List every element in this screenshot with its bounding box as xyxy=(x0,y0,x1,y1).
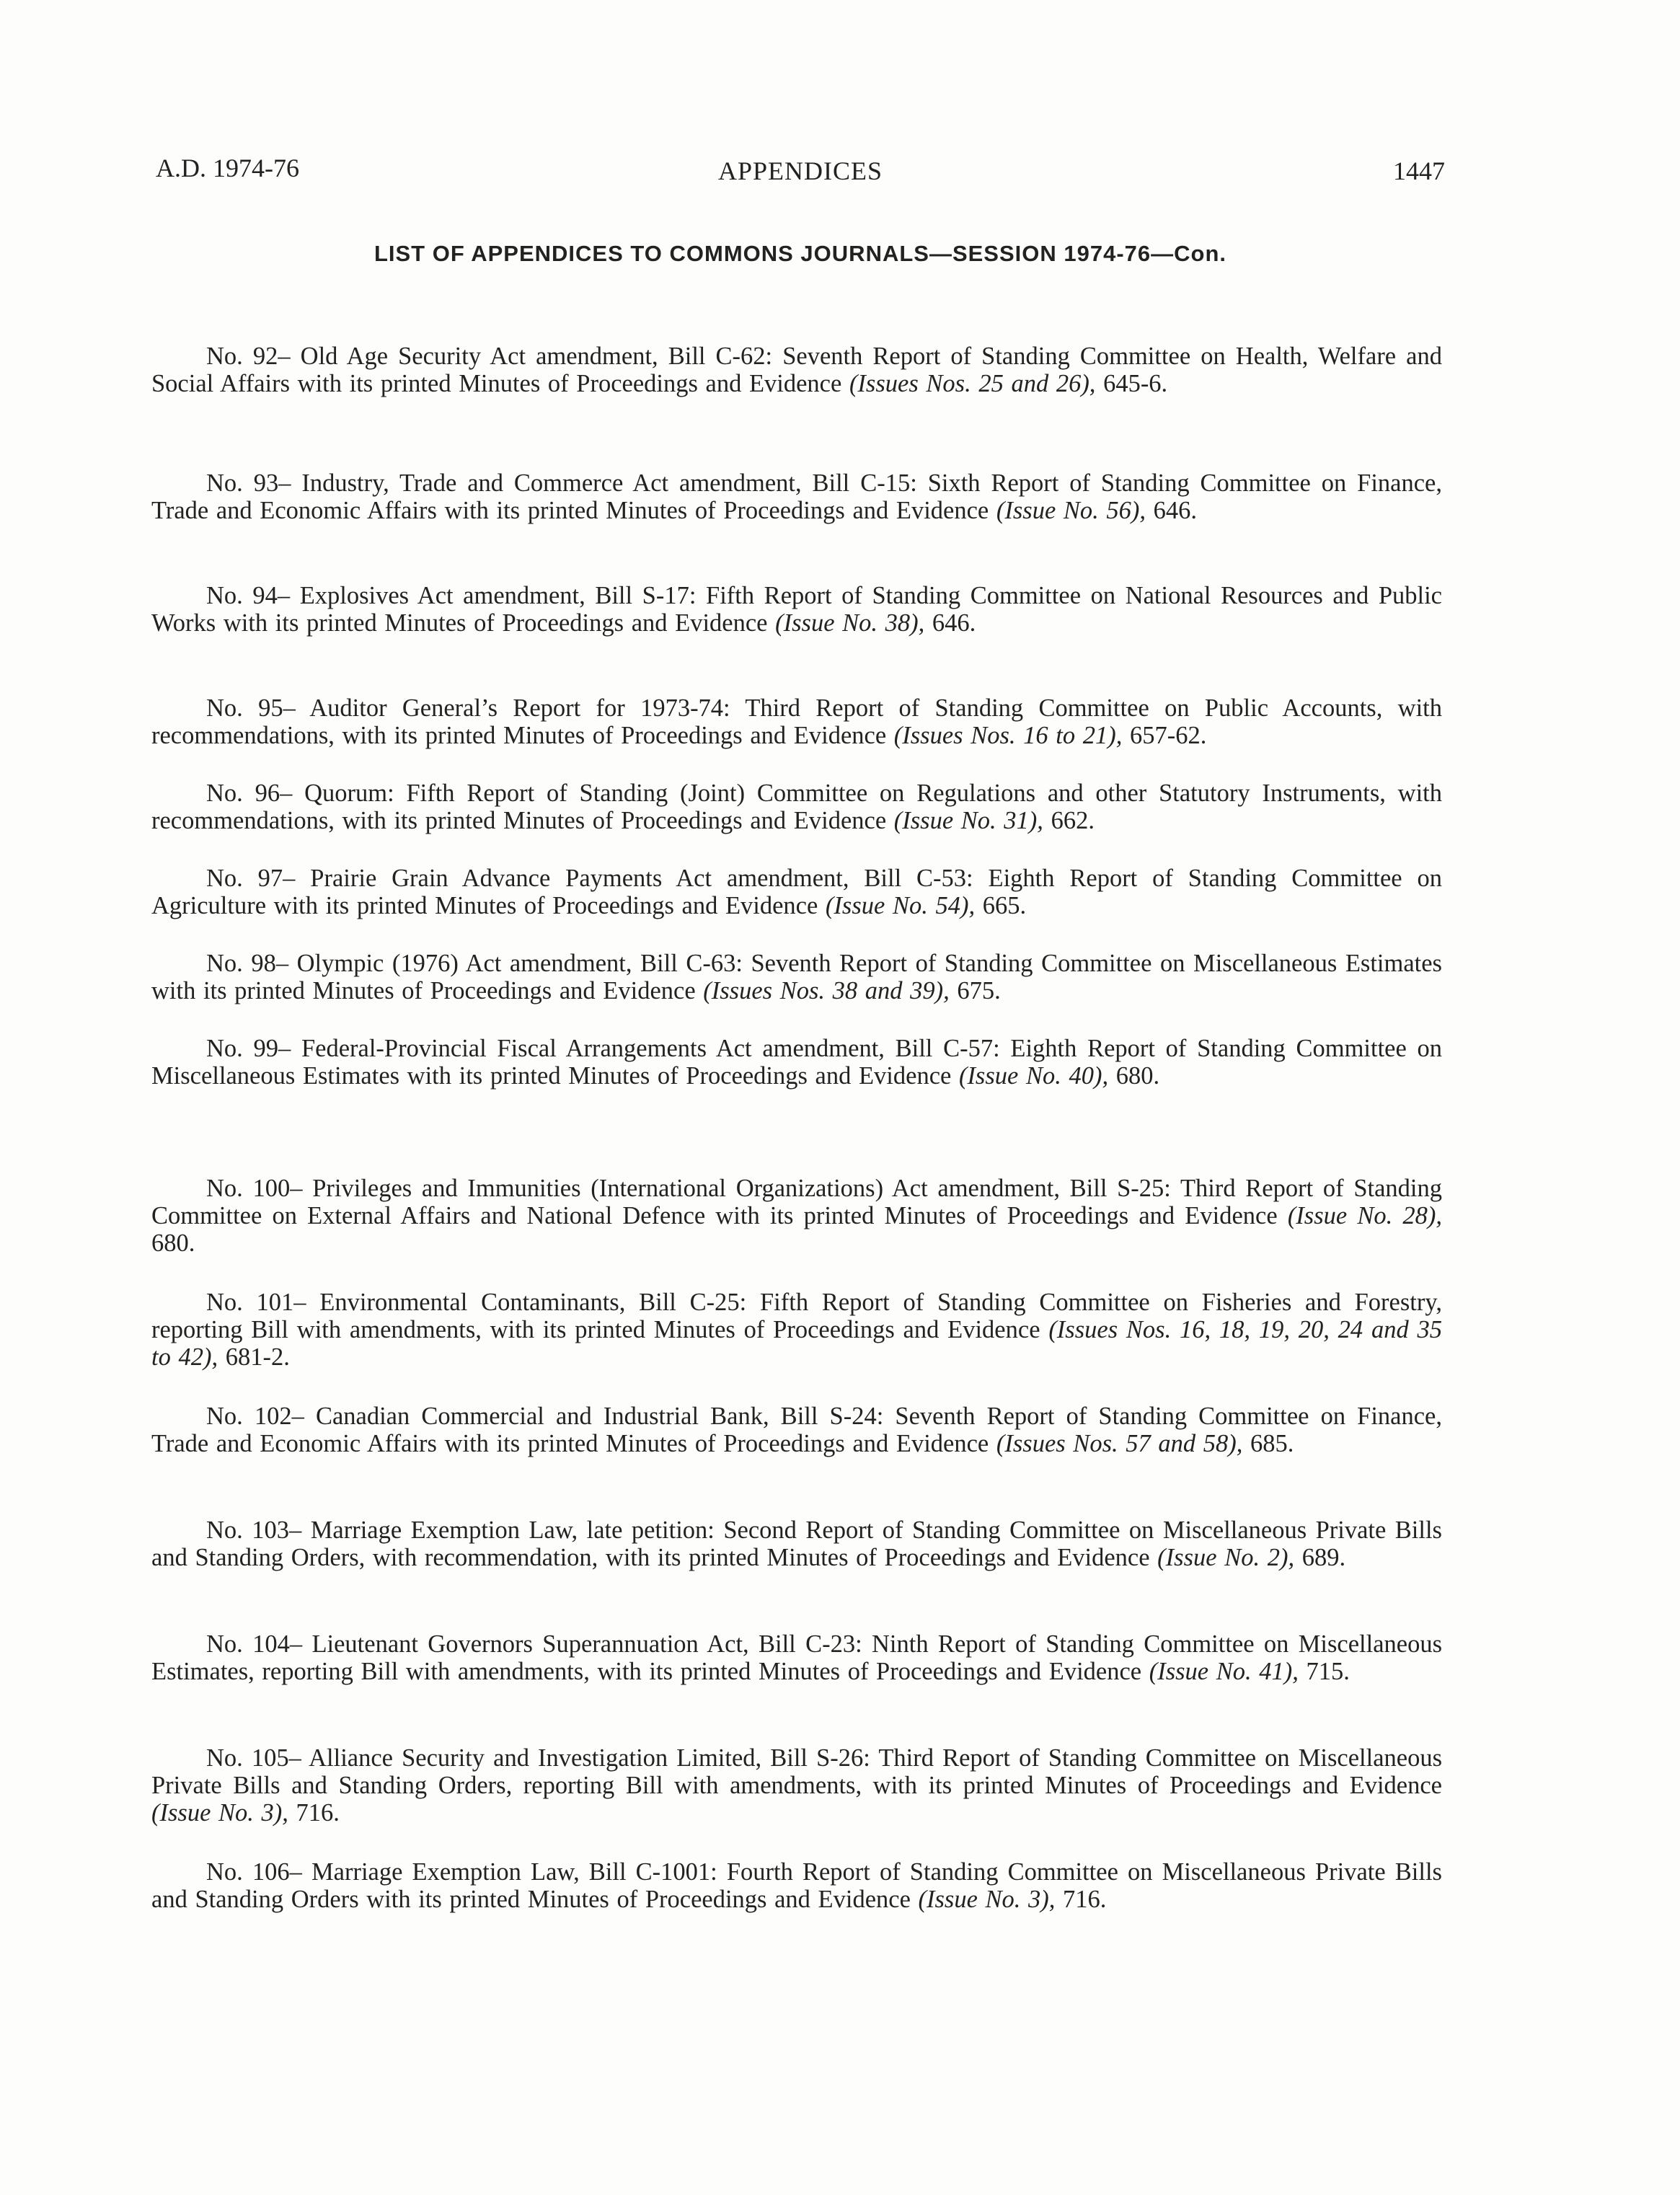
entry-pages: 716. xyxy=(296,1798,340,1827)
entry-number: No. 100 xyxy=(206,1174,291,1202)
entry-text: – Prairie Grain Advance Payments Act amendment, Bill C-53: Eighth Report of Standing Committee on Agriculture with its printed Minutes of Proceedings and Evidence xyxy=(151,864,1442,919)
entry-text: – Environmental Contaminants, Bill C-25: Fifth Report of Standing Committee on Fisheries and Forestry, reporting Bill with amendments, with its printed Minutes of Proceedings and Evidence xyxy=(151,1288,1442,1343)
entry-number: No. 103 xyxy=(206,1516,290,1544)
entry-issue-ref: (Issues Nos. 16 to 21), xyxy=(893,721,1123,749)
header-date-range: A.D. 1974-76 xyxy=(156,154,299,182)
appendix-entry xyxy=(151,865,1442,919)
entry-number: No. 92 xyxy=(206,342,278,370)
entry-number: No. 94 xyxy=(206,581,278,609)
entry-issue-ref: (Issue No. 40), xyxy=(958,1061,1109,1090)
entry-pages: 646. xyxy=(1153,496,1198,524)
entry-issue-ref: (Issue No. 28), xyxy=(1287,1201,1442,1229)
entry-text: – Explosives Act amendment, Bill S-17: Fifth Report of Standing Committee on National Resources and Public Works with its printed Minutes of Proceedings and Evidence xyxy=(151,581,1442,637)
entry-text: – Marriage Exemption Law, Bill C-1001: Fourth Report of Standing Committee on Miscellaneous Private Bills and Standing Orders with its printed Minutes of Proceedings and Evidence xyxy=(151,1858,1442,1913)
entry-issue-ref: (Issues Nos. 57 and 58), xyxy=(996,1429,1243,1457)
entry-pages: 662. xyxy=(1051,806,1095,834)
header-section-title: APPENDICES xyxy=(717,156,883,185)
entry-pages: 681-2. xyxy=(225,1343,290,1371)
appendix-entry xyxy=(151,1630,1442,1685)
entry-text: – Old Age Security Act amendment, Bill C-62: Seventh Report of Standing Committee on Health, Welfare and Social Affairs with its printed Minutes of Proceedings and Evidence xyxy=(151,342,1442,397)
entry-text: – Olympic (1976) Act amendment, Bill C-63: Seventh Report of Standing Committee on Miscellaneous Estimates with its printed Minutes of Proceedings and Evidence xyxy=(151,949,1442,1004)
entry-pages: 680. xyxy=(151,1229,195,1257)
entry-pages: 680. xyxy=(1115,1061,1160,1090)
entry-issue-ref: (Issue No. 56), xyxy=(996,496,1146,524)
entry-issue-ref: (Issue No. 54), xyxy=(825,891,976,919)
entry-number: No. 95 xyxy=(206,694,283,722)
appendix-entry xyxy=(151,1175,1442,1257)
entry-text: – Marriage Exemption Law, late petition: Second Report of Standing Committee on Miscellaneous Private Bills and Standing Orders, with recommendation, with its printed Minutes of Proceedings and Evidence xyxy=(151,1516,1442,1571)
entry-number: No. 104 xyxy=(206,1630,290,1658)
appendix-entry xyxy=(151,469,1442,524)
page-number: 1447 xyxy=(1393,156,1445,185)
appendix-entry xyxy=(151,1289,1442,1371)
entry-number: No. 105 xyxy=(206,1744,289,1772)
entry-text: – Canadian Commercial and Industrial Bank, Bill S-24: Seventh Report of Standing Committee on Finance, Trade and Economic Affairs with its printed Minutes of Proceedings and Evidence xyxy=(151,1402,1442,1457)
entry-text: – Alliance Security and Investigation Limited, Bill S-26: Third Report of Standing Committee on Miscellaneous Private Bills and Standing Orders, reporting Bill with amendments, with its printed Minutes of Proceedings and Evidence xyxy=(151,1744,1443,1799)
entry-issue-ref: (Issue No. 41), xyxy=(1149,1657,1299,1685)
appendix-entry xyxy=(151,582,1442,637)
entry-text: – Quorum: Fifth Report of Standing (Joint) Committee on Regulations and other Statutory Instruments, with recommendations, with its printed Minutes of Proceedings and Evidence xyxy=(151,779,1442,834)
appendix-entry xyxy=(151,1858,1442,1913)
entry-pages: 675. xyxy=(957,976,1001,1004)
entry-pages: 657-62. xyxy=(1130,721,1207,749)
appendix-entry xyxy=(151,950,1442,1004)
page-header xyxy=(156,153,1445,189)
appendix-entry xyxy=(151,1516,1442,1571)
entry-number: No. 93 xyxy=(206,469,279,497)
list-title: LIST OF APPENDICES TO COMMONS JOURNALS—SESSION 1974-76—Con. xyxy=(373,241,1227,266)
entry-pages: 716. xyxy=(1063,1885,1107,1913)
entry-issue-ref: (Issue No. 3), xyxy=(151,1798,288,1827)
entry-issue-ref: (Issue No. 38), xyxy=(775,609,925,637)
entry-number: No. 106 xyxy=(206,1858,290,1886)
appendix-entry xyxy=(151,1035,1442,1090)
entry-issue-ref: (Issues Nos. 38 and 39), xyxy=(703,976,950,1004)
appendix-entry xyxy=(151,779,1442,834)
entry-text: – Industry, Trade and Commerce Act amendment, Bill C-15: Sixth Report of Standing Committee on Finance, Trade and Economic Affairs with its printed Minutes of Proceedings and Evidence xyxy=(151,469,1442,524)
entry-issue-ref: (Issue No. 31), xyxy=(893,806,1043,834)
entry-pages: 689. xyxy=(1301,1543,1346,1571)
entry-number: No. 102 xyxy=(206,1402,292,1430)
entry-pages: 715. xyxy=(1306,1657,1350,1685)
entry-text: – Lieutenant Governors Superannuation Act, Bill C-23: Ninth Report of Standing Committee on Miscellaneous Estimates, reporting Bill with amendments, with its printed Minutes of Proceedings and Evidence xyxy=(151,1630,1442,1685)
entry-pages: 665. xyxy=(982,891,1027,919)
entry-text: – Auditor General’s Report for 1973-74: Third Report of Standing Committee on Public Accounts, with recommendations, with its printed Minutes of Proceedings and Evidence xyxy=(151,694,1442,749)
entry-issue-ref: (Issue No. 3), xyxy=(918,1885,1056,1913)
appendix-entry xyxy=(151,694,1442,749)
entry-text: – Privileges and Immunities (International Organizations) Act amendment, Bill S-25: Third Report of Standing Committee on External Affairs and National Defence with its printed Minutes of Proceedings and Evidence xyxy=(151,1174,1443,1229)
entry-pages: 646. xyxy=(932,609,976,637)
appendix-entry xyxy=(151,1744,1442,1827)
appendix-entry xyxy=(151,343,1442,397)
entry-number: No. 96 xyxy=(206,779,280,807)
appendix-entry xyxy=(151,1403,1442,1457)
entry-issue-ref: (Issue No. 2), xyxy=(1157,1543,1295,1571)
entry-number: No. 98 xyxy=(206,949,276,977)
entry-number: No. 99 xyxy=(206,1034,278,1062)
entry-number: No. 97 xyxy=(206,864,283,892)
entry-number: No. 101 xyxy=(206,1288,294,1316)
entry-text: – Federal-Provincial Fiscal Arrangements Act amendment, Bill C-57: Eighth Report of Standing Committee on Miscellaneous Estimates with its printed Minutes of Proceedings and Evidence xyxy=(151,1034,1442,1090)
entry-issue-ref: (Issues Nos. 16, 18, 19, 20, 24 and 35 to 42), xyxy=(151,1315,1443,1371)
entry-pages: 645-6. xyxy=(1103,369,1168,397)
entry-issue-ref: (Issues Nos. 25 and 26), xyxy=(849,369,1096,397)
entry-pages: 685. xyxy=(1250,1429,1294,1457)
